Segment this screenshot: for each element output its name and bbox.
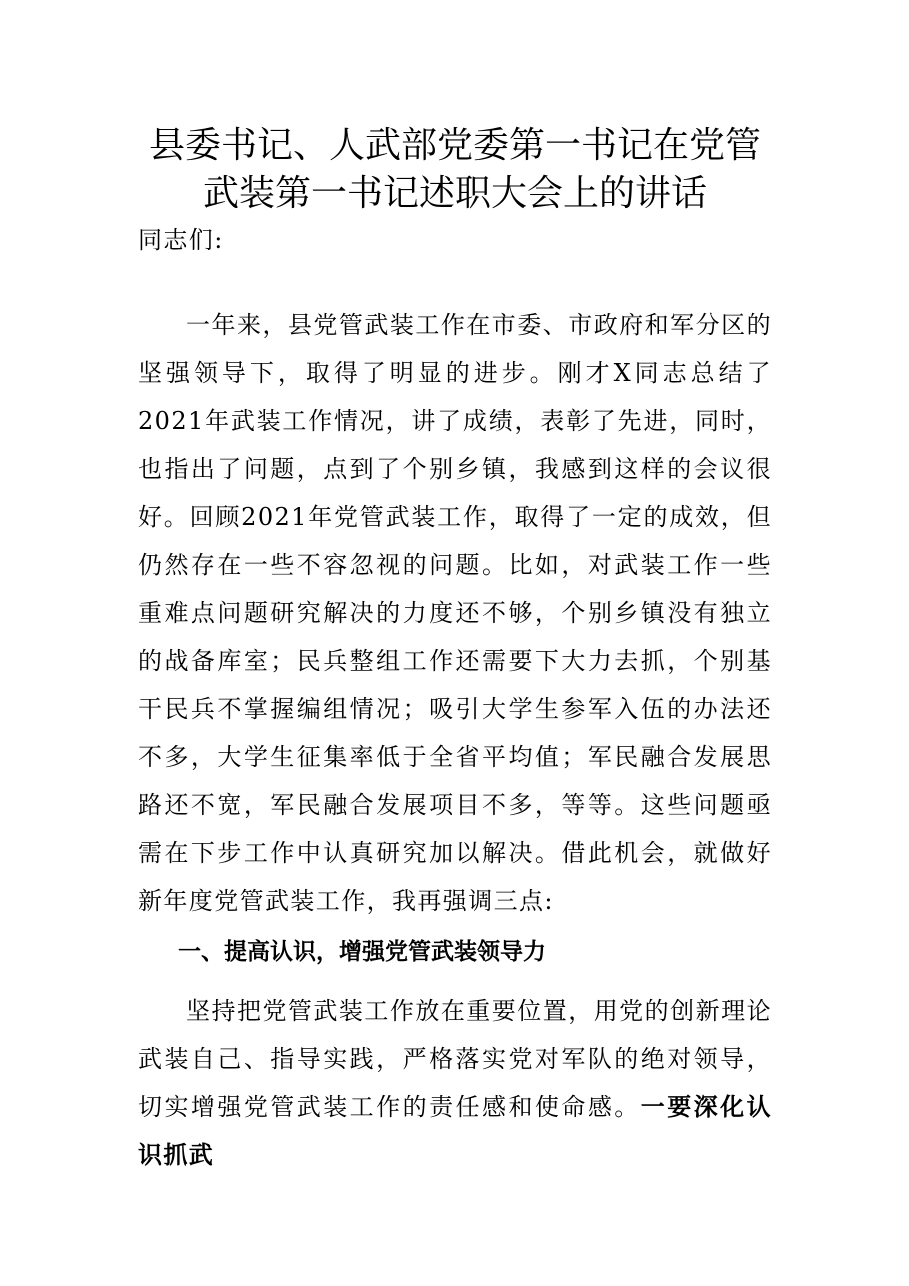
salutation: 同志们:: [138, 226, 224, 254]
paragraph-2-text: 坚持把党管武装工作放在重要位置，用党的创新理论武装自己、指导实践，严格落实党对军队的绝对领导，切实增强党管武装工作的责任感和使命感。: [138, 997, 772, 1121]
paragraph-2-bold-lead: 一要深化认识抓武: [138, 1093, 772, 1169]
paragraph-1: 一年来，县党管武装工作在市委、市政府和军分区的坚强领导下，取得了明显的进步。刚才X同志总结了2021年武装工作情况，讲了成绩，表彰了先进，同时，也指出了问题，点到了个别乡镇，我感到这样的会议很好。回顾2021年党管武装工作，取得了一定的成效，但仍然存在一些不容忽视的问题。比如，对武装工作一些重难点问题研究解决的力度还不够，个别乡镇没有独立的战备库室；民兵整组工作还需要下大力去抓，个别基干民兵不掌握编组情况；吸引大学生参军入伍的办法还不多，大学生征集率低于全省平均值；军民融合发展思路还不宽，军民融合发展项目不多，等等。这些问题亟需在下步工作中认真研究加以解决。借此机会，就做好新年度党管武装工作，我再强调三点:: [138, 311, 772, 915]
section-heading-1: 一、提高认识，增强党管武装领导力: [178, 939, 546, 965]
paragraph-2: [138, 987, 772, 1179]
document-title: 县委书记、人武部党委第一书记在党管武装第一书记述职大会上的讲话: [148, 125, 761, 214]
